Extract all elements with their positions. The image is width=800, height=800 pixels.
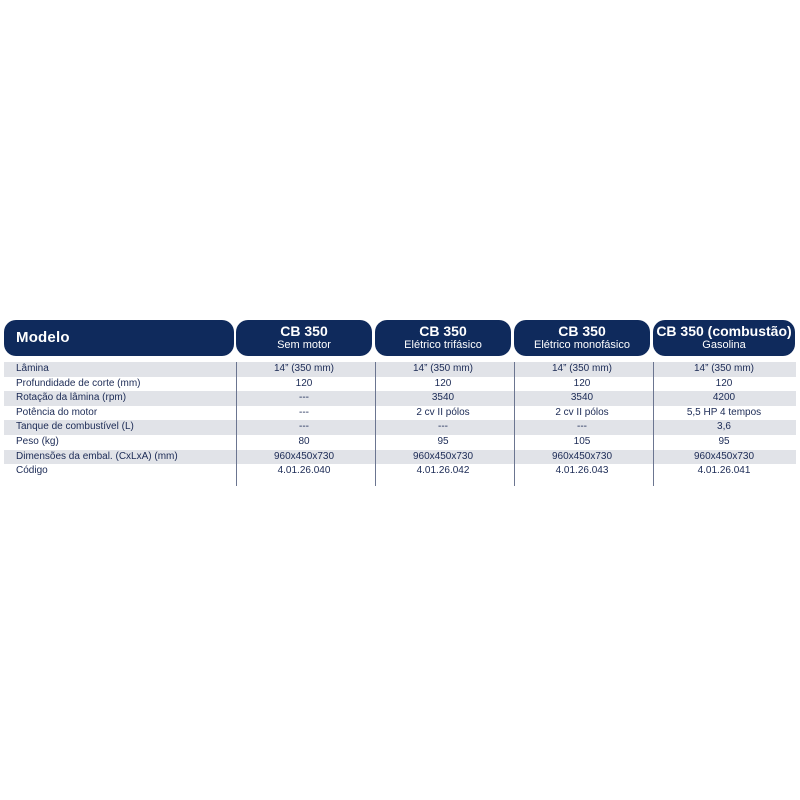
table-cell: --- bbox=[299, 421, 309, 433]
table-row bbox=[4, 464, 796, 479]
column-header-2 bbox=[375, 320, 511, 356]
row-label: Dimensões da embal. (CxLxA) (mm) bbox=[16, 450, 178, 462]
column-divider bbox=[375, 362, 376, 486]
table-row bbox=[4, 450, 796, 465]
column-divider bbox=[236, 362, 237, 486]
table-cell: 95 bbox=[437, 435, 449, 447]
table-cell: 14” (350 mm) bbox=[551, 363, 612, 374]
column-name: CB 350 bbox=[419, 323, 467, 339]
column-header-3 bbox=[514, 320, 650, 356]
table-cell: --- bbox=[299, 392, 309, 404]
table-cell: --- bbox=[299, 406, 309, 418]
column-name: CB 350 (combustão) bbox=[656, 323, 792, 339]
column-sub: Sem motor bbox=[277, 339, 331, 351]
spec-table bbox=[4, 320, 796, 479]
row-label: Código bbox=[16, 465, 48, 477]
table-cell: 3540 bbox=[570, 392, 594, 404]
column-name: CB 350 bbox=[280, 323, 328, 339]
column-sub: Elétrico trifásico bbox=[404, 339, 482, 351]
table-cell: 14” (350 mm) bbox=[273, 363, 334, 374]
column-sub: Elétrico monofásico bbox=[534, 339, 630, 351]
table-cell: 120 bbox=[573, 377, 591, 389]
table-cell: 95 bbox=[718, 435, 730, 447]
table-cell: 960x450x730 bbox=[693, 450, 755, 462]
row-label: Potência do motor bbox=[16, 406, 98, 418]
table-row bbox=[4, 435, 796, 450]
table-cell: 4.01.26.040 bbox=[277, 465, 331, 477]
column-divider bbox=[514, 362, 515, 486]
row-label: Peso (kg) bbox=[16, 435, 59, 447]
table-cell: 80 bbox=[298, 435, 310, 447]
header-row bbox=[4, 320, 796, 356]
column-header-4 bbox=[653, 320, 795, 356]
table-cell: 4200 bbox=[712, 392, 736, 404]
table-row bbox=[4, 377, 796, 392]
table-cell: 3,6 bbox=[717, 421, 731, 433]
spec-rows bbox=[4, 362, 796, 479]
table-cell: 105 bbox=[573, 435, 591, 447]
table-cell: 2 cv II pólos bbox=[555, 406, 609, 418]
table-cell: 2 cv II pólos bbox=[416, 406, 470, 418]
table-row bbox=[4, 420, 796, 435]
table-cell: 14” (350 mm) bbox=[693, 363, 754, 374]
column-header-1 bbox=[236, 320, 372, 356]
table-row bbox=[4, 362, 796, 377]
column-sub: Gasolina bbox=[702, 339, 746, 351]
table-row bbox=[4, 391, 796, 406]
table-cell: 4.01.26.042 bbox=[416, 465, 470, 477]
row-label: Profundidade de corte (mm) bbox=[16, 377, 141, 389]
table-cell: 3540 bbox=[431, 392, 455, 404]
row-label: Lâmina bbox=[16, 363, 49, 374]
table-cell: 120 bbox=[715, 377, 733, 389]
column-name: CB 350 bbox=[558, 323, 606, 339]
table-cell: 960x450x730 bbox=[551, 450, 613, 462]
table-cell: 4.01.26.041 bbox=[697, 465, 751, 477]
table-cell: 14” (350 mm) bbox=[412, 363, 473, 374]
model-label: Modelo bbox=[16, 329, 70, 346]
table-cell: --- bbox=[577, 421, 587, 433]
column-divider bbox=[653, 362, 654, 486]
table-cell: 5,5 HP 4 tempos bbox=[686, 406, 762, 418]
row-label: Tanque de combustível (L) bbox=[16, 421, 134, 433]
table-cell: 960x450x730 bbox=[412, 450, 474, 462]
table-cell: 960x450x730 bbox=[273, 450, 335, 462]
table-row bbox=[4, 406, 796, 421]
table-cell: 4.01.26.043 bbox=[555, 465, 609, 477]
table-cell: --- bbox=[438, 421, 448, 433]
row-label: Rotação da lâmina (rpm) bbox=[16, 392, 127, 404]
table-cell: 120 bbox=[295, 377, 313, 389]
model-header bbox=[4, 320, 234, 356]
table-cell: 120 bbox=[434, 377, 452, 389]
